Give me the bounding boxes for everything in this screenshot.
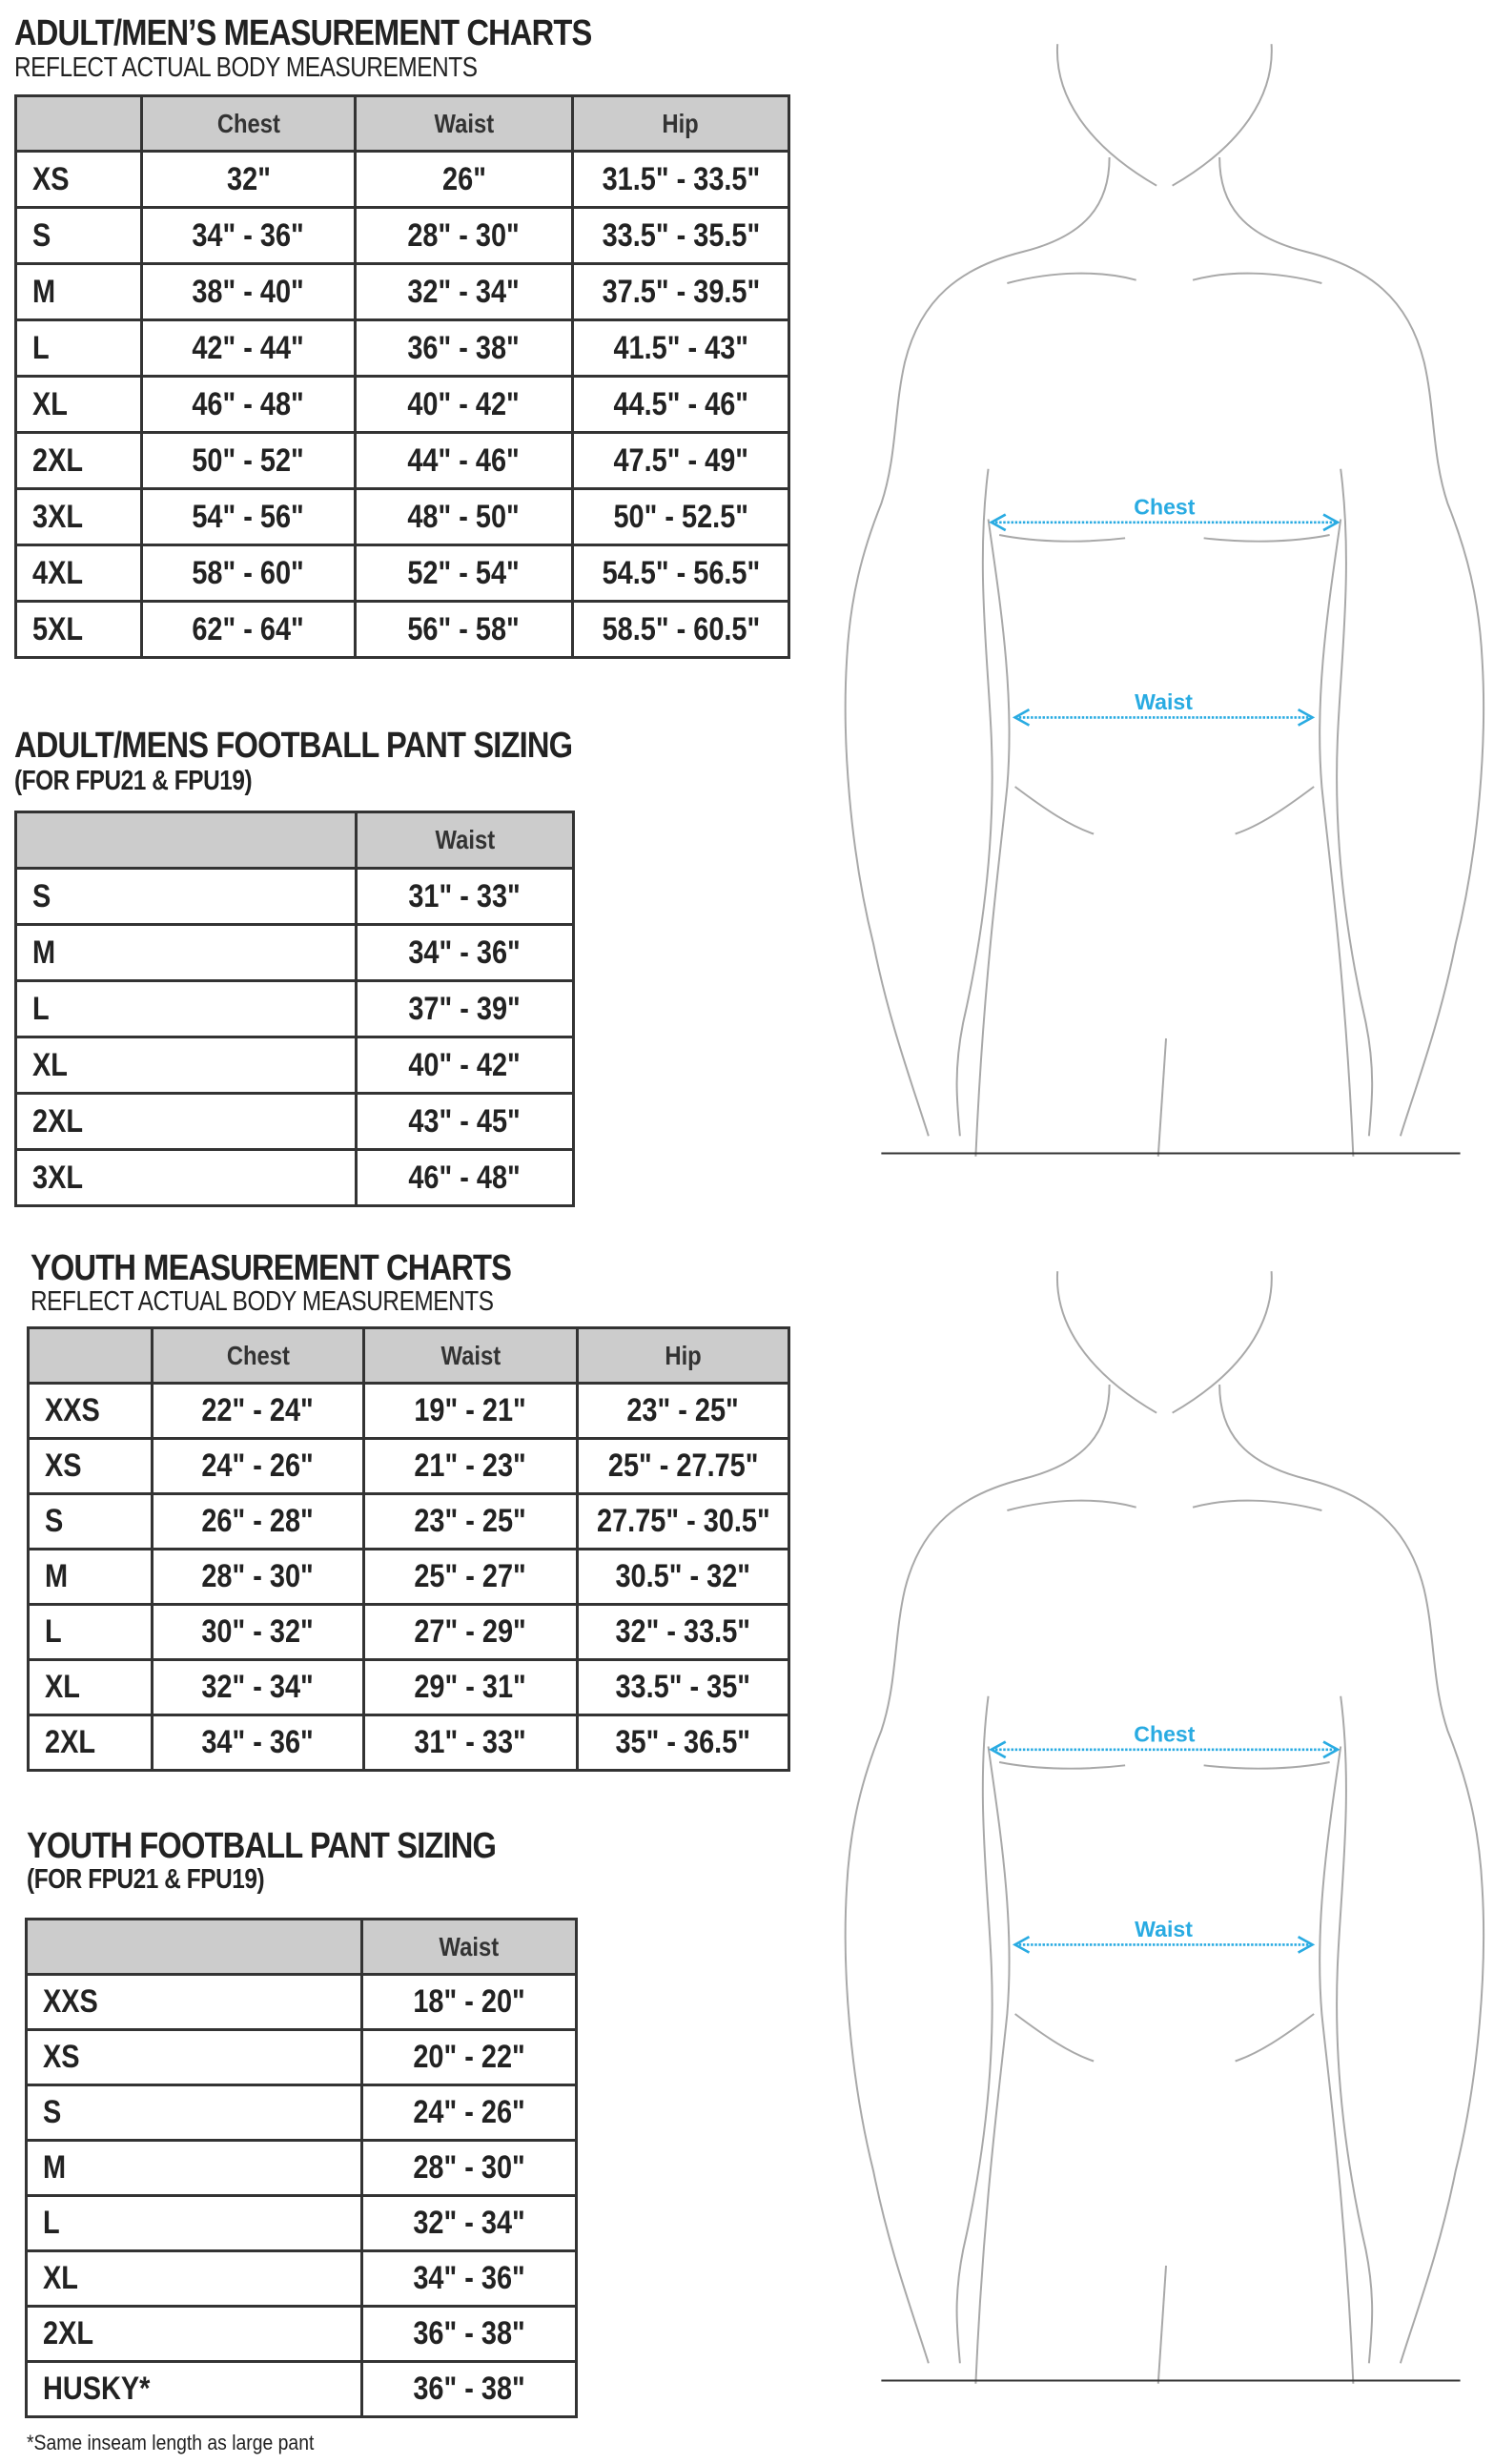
adult-measurement-table xyxy=(14,94,790,659)
outline-stroke xyxy=(1320,520,1353,1157)
cell-value: 2XL xyxy=(45,1724,96,1760)
outline-stroke xyxy=(1193,1501,1321,1510)
chest-label: Chest xyxy=(1134,1721,1196,1747)
cell-value: 44" - 46" xyxy=(407,441,521,479)
outline-stroke xyxy=(1337,1696,1372,2364)
youth-pant-title: YOUTH FOOTBALL PANT SIZING xyxy=(27,1826,497,1866)
cell-value: 4XL xyxy=(32,554,84,591)
column-header-label: Hip xyxy=(665,1340,702,1370)
column-header xyxy=(142,96,356,152)
column-header-label: Chest xyxy=(216,108,280,138)
size-cell xyxy=(27,2362,362,2417)
measurement-cell xyxy=(142,489,356,545)
measurement-cell xyxy=(142,152,356,208)
table-row xyxy=(27,2251,577,2307)
table-row xyxy=(27,2196,577,2251)
column-header xyxy=(362,1920,577,1975)
outline-stroke xyxy=(1320,1747,1353,2384)
chest-label: Chest xyxy=(1134,494,1196,520)
outline-stroke xyxy=(1158,2266,1166,2384)
measurement-cell xyxy=(142,208,356,264)
cell-value: 56" - 58" xyxy=(407,610,521,647)
cell-value: 23" - 25" xyxy=(626,1392,740,1428)
measurement-cell xyxy=(142,545,356,602)
cell-value: 31" - 33" xyxy=(408,877,522,914)
size-cell xyxy=(29,1439,153,1494)
cell-value: 32" xyxy=(226,160,271,197)
measurement-cell xyxy=(578,1715,789,1771)
cell-value: 25" - 27" xyxy=(414,1558,527,1594)
cell-value: 36" - 38" xyxy=(413,2315,525,2351)
cell-value: 2XL xyxy=(32,441,84,479)
cell-value: 50" - 52.5" xyxy=(613,498,748,535)
size-cell xyxy=(27,2307,362,2362)
measurement-cell xyxy=(357,1150,574,1206)
column-header-label: Waist xyxy=(434,108,494,138)
table-row xyxy=(16,377,789,433)
outline-stroke xyxy=(1158,1038,1166,1157)
cell-value: L xyxy=(32,990,50,1027)
measurement-cell xyxy=(362,1975,577,2030)
table-row xyxy=(16,208,789,264)
column-header xyxy=(573,96,789,152)
cell-value: 5XL xyxy=(32,610,84,647)
table-row xyxy=(29,1384,789,1439)
cell-value: 24" - 26" xyxy=(201,1448,315,1484)
cell-value: S xyxy=(43,2094,62,2130)
cell-value: 37" - 39" xyxy=(408,990,522,1027)
cell-value: 22" - 24" xyxy=(201,1392,315,1428)
youth-pant-table xyxy=(25,1918,578,2418)
adult-pant-subtitle: (FOR FPU21 & FPU19) xyxy=(14,766,253,796)
measurement-cell xyxy=(578,1605,789,1660)
column-header xyxy=(357,812,574,869)
measurement-cell xyxy=(362,2251,577,2307)
cell-value: 40" - 42" xyxy=(407,385,521,422)
header-row xyxy=(27,1920,577,1975)
outline-stroke xyxy=(1204,1762,1330,1769)
cell-value: 27" - 29" xyxy=(414,1613,527,1650)
cell-value: L xyxy=(32,329,50,366)
cell-value: 62" - 64" xyxy=(192,610,305,647)
measurement-cell xyxy=(362,2030,577,2085)
measurement-cell xyxy=(142,377,356,433)
table-row xyxy=(16,602,789,658)
measurement-cell xyxy=(362,2085,577,2141)
cell-value: L xyxy=(43,2205,60,2241)
cell-value: 30.5" - 32" xyxy=(615,1558,751,1594)
cell-value: 47.5" - 49" xyxy=(613,441,748,479)
table-row xyxy=(16,1037,574,1094)
measurement-cell xyxy=(356,264,573,320)
adult-body-figure xyxy=(842,31,1494,1164)
cell-value: L xyxy=(45,1613,62,1650)
cell-value: 33.5" - 35.5" xyxy=(602,216,760,254)
measurement-cell xyxy=(142,433,356,489)
table-row xyxy=(27,2362,577,2417)
column-header-label: Waist xyxy=(440,1340,501,1370)
cell-value: 34" - 36" xyxy=(201,1724,315,1760)
column-header xyxy=(27,1920,362,1975)
column-header xyxy=(578,1328,789,1384)
cell-value: 42" - 44" xyxy=(192,329,305,366)
cell-value: 54" - 56" xyxy=(192,498,305,535)
table-row xyxy=(16,433,789,489)
measurement-cell xyxy=(364,1384,578,1439)
measurement-cell xyxy=(357,981,574,1037)
cell-value: 33.5" - 35" xyxy=(615,1669,751,1705)
size-cell xyxy=(27,1975,362,2030)
youth-chart-title: YOUTH MEASUREMENT CHARTS xyxy=(31,1248,512,1288)
measurement-cell xyxy=(356,489,573,545)
header-row xyxy=(29,1328,789,1384)
cell-value: 58" - 60" xyxy=(192,554,305,591)
table-row xyxy=(27,2085,577,2141)
size-cell xyxy=(16,320,142,377)
cell-value: XS xyxy=(45,1448,82,1484)
cell-value: 28" - 30" xyxy=(201,1558,315,1594)
measurement-cell xyxy=(153,1494,364,1550)
size-cell xyxy=(16,489,142,545)
youth-measurement-table xyxy=(27,1326,790,1772)
cell-value: 34" - 36" xyxy=(408,934,522,971)
measurement-cell xyxy=(573,602,789,658)
size-cell xyxy=(29,1550,153,1605)
outline-stroke xyxy=(846,157,1110,1136)
measurement-cell xyxy=(573,264,789,320)
size-cell xyxy=(16,981,357,1037)
body-outline xyxy=(846,44,1484,1157)
cell-value: 27.75" - 30.5" xyxy=(596,1503,770,1539)
adult-chart-subtitle: REFLECT ACTUAL BODY MEASUREMENTS xyxy=(14,52,478,83)
adult-pant-table xyxy=(14,811,575,1207)
cell-value: 50" - 52" xyxy=(192,441,305,479)
outline-stroke xyxy=(1057,44,1156,186)
cell-value: 40" - 42" xyxy=(408,1046,522,1083)
outline-stroke xyxy=(1236,2014,1315,2062)
measurement-cell xyxy=(578,1494,789,1550)
cell-value: 18" - 20" xyxy=(413,1983,525,2020)
cell-value: 44.5" - 46" xyxy=(613,385,748,422)
size-cell xyxy=(27,2141,362,2196)
measurement-cell xyxy=(357,1037,574,1094)
table-row xyxy=(16,545,789,602)
cell-value: 25" - 27.75" xyxy=(607,1448,759,1484)
table-row xyxy=(16,925,574,981)
table-row xyxy=(29,1550,789,1605)
table-row xyxy=(16,320,789,377)
measurement-cell xyxy=(573,489,789,545)
measurement-cell xyxy=(364,1660,578,1715)
size-cell xyxy=(16,264,142,320)
size-cell xyxy=(29,1605,153,1660)
cell-value: S xyxy=(32,877,51,914)
size-cell xyxy=(29,1384,153,1439)
cell-value: 46" - 48" xyxy=(192,385,305,422)
cell-value: 28" - 30" xyxy=(413,2149,525,2186)
measurement-cell xyxy=(578,1550,789,1605)
outline-stroke xyxy=(1057,1271,1156,1413)
cell-value: 48" - 50" xyxy=(407,498,521,535)
outline-stroke xyxy=(1219,157,1484,1136)
cell-value: XL xyxy=(32,385,68,422)
measurement-cell xyxy=(364,1494,578,1550)
cell-value: 26" xyxy=(441,160,486,197)
measurement-cell xyxy=(153,1439,364,1494)
cell-value: 31" - 33" xyxy=(414,1724,527,1760)
measurement-cell xyxy=(362,2141,577,2196)
size-cell xyxy=(27,2085,362,2141)
table-row xyxy=(16,1150,574,1206)
outline-stroke xyxy=(1007,274,1136,283)
measurement-cell xyxy=(142,264,356,320)
table-row xyxy=(27,2030,577,2085)
cell-value: XXS xyxy=(43,1983,98,2020)
cell-value: XL xyxy=(43,2260,78,2296)
table-row xyxy=(29,1605,789,1660)
waist-label: Waist xyxy=(1135,1917,1193,1942)
measurement-cell xyxy=(578,1384,789,1439)
measurement-cell xyxy=(356,377,573,433)
measurement-cell xyxy=(573,320,789,377)
cell-value: 20" - 22" xyxy=(413,2039,525,2075)
measurement-cell xyxy=(362,2362,577,2417)
cell-value: 52" - 54" xyxy=(407,554,521,591)
cell-value: 54.5" - 56.5" xyxy=(602,554,760,591)
outline-stroke xyxy=(1337,469,1372,1137)
size-cell xyxy=(16,377,142,433)
cell-value: 32" - 34" xyxy=(413,2205,525,2241)
cell-value: 28" - 30" xyxy=(407,216,521,254)
outline-stroke xyxy=(1173,44,1272,186)
table-row xyxy=(27,2307,577,2362)
cell-value: 2XL xyxy=(43,2315,94,2351)
adult-chart-title: ADULT/MEN’S MEASUREMENT CHARTS xyxy=(14,13,592,53)
youth-body-figure xyxy=(842,1259,1494,2392)
cell-value: XL xyxy=(45,1669,80,1705)
cell-value: 41.5" - 43" xyxy=(613,329,748,366)
measurement-cell xyxy=(357,869,574,925)
size-cell xyxy=(16,433,142,489)
youth-pant-subtitle: (FOR FPU21 & FPU19) xyxy=(27,1864,265,1895)
size-cell xyxy=(16,1094,357,1150)
cell-value: 34" - 36" xyxy=(192,216,305,254)
adult-pant-title: ADULT/MENS FOOTBALL PANT SIZING xyxy=(14,726,573,766)
outline-stroke xyxy=(1219,1385,1484,2363)
column-header-label: Chest xyxy=(226,1340,290,1370)
table-row xyxy=(16,869,574,925)
outline-stroke xyxy=(1015,2014,1095,2062)
outline-stroke xyxy=(999,1762,1125,1769)
cell-value: 38" - 40" xyxy=(192,273,305,310)
measurement-cell xyxy=(153,1550,364,1605)
column-header xyxy=(364,1328,578,1384)
column-header xyxy=(29,1328,153,1384)
column-header-label: Hip xyxy=(662,108,700,138)
cell-value: 43" - 45" xyxy=(408,1102,522,1140)
measurement-cell xyxy=(357,925,574,981)
cell-value: M xyxy=(32,934,56,971)
size-cell xyxy=(27,2251,362,2307)
cell-value: 31.5" - 33.5" xyxy=(602,160,760,197)
size-cell xyxy=(29,1715,153,1771)
outline-stroke xyxy=(957,1696,993,2364)
outline-stroke xyxy=(957,469,993,1137)
outline-stroke xyxy=(975,520,1009,1157)
size-cell xyxy=(16,925,357,981)
table-row xyxy=(27,1975,577,2030)
cell-value: 3XL xyxy=(32,1159,84,1196)
table-row xyxy=(27,2141,577,2196)
measurement-cell xyxy=(362,2307,577,2362)
outline-stroke xyxy=(1204,535,1330,542)
header-row xyxy=(16,812,574,869)
size-cell xyxy=(29,1660,153,1715)
measurement-cell xyxy=(573,152,789,208)
measurement-cell xyxy=(364,1550,578,1605)
footnote: *Same inseam length as large pant xyxy=(27,2431,315,2454)
column-header xyxy=(356,96,573,152)
table-row xyxy=(16,152,789,208)
measurement-cell xyxy=(142,320,356,377)
table-row xyxy=(29,1439,789,1494)
table-row xyxy=(16,264,789,320)
outline-stroke xyxy=(1007,1501,1136,1510)
cell-value: 29" - 31" xyxy=(414,1669,527,1705)
cell-value: 24" - 26" xyxy=(413,2094,525,2130)
cell-value: M xyxy=(43,2149,67,2186)
cell-value: 32" - 34" xyxy=(407,273,521,310)
cell-value: 32" - 33.5" xyxy=(615,1613,751,1650)
measurement-cell xyxy=(356,152,573,208)
measurement-cell xyxy=(153,1384,364,1439)
table-row xyxy=(29,1715,789,1771)
size-cell xyxy=(16,869,357,925)
measurement-cell xyxy=(573,377,789,433)
cell-value: HUSKY* xyxy=(43,2371,151,2407)
outline-stroke xyxy=(1236,787,1315,834)
size-cell xyxy=(16,152,142,208)
cell-value: 23" - 25" xyxy=(414,1503,527,1539)
header-row xyxy=(16,96,789,152)
body-outline xyxy=(846,1271,1484,2384)
measurement-cell xyxy=(142,602,356,658)
column-header xyxy=(153,1328,364,1384)
measurement-cell xyxy=(364,1439,578,1494)
measurement-cell xyxy=(356,545,573,602)
table-row xyxy=(16,981,574,1037)
measurement-cell xyxy=(153,1660,364,1715)
measurement-cell xyxy=(362,2196,577,2251)
measurement-cell xyxy=(364,1605,578,1660)
column-header xyxy=(16,812,357,869)
cell-value: 46" - 48" xyxy=(408,1159,522,1196)
measurement-cell xyxy=(357,1094,574,1150)
cell-value: XXS xyxy=(45,1392,100,1428)
measurement-cell xyxy=(578,1660,789,1715)
size-cell xyxy=(29,1494,153,1550)
column-header-label: Waist xyxy=(435,825,495,854)
cell-value: 34" - 36" xyxy=(413,2260,525,2296)
cell-value: S xyxy=(32,216,51,254)
cell-value: 32" - 34" xyxy=(201,1669,315,1705)
measurement-cell xyxy=(356,602,573,658)
column-header xyxy=(16,96,142,152)
size-cell xyxy=(16,602,142,658)
outline-stroke xyxy=(975,1747,1009,2384)
measurement-cell xyxy=(356,433,573,489)
size-cell xyxy=(16,545,142,602)
cell-value: M xyxy=(45,1558,69,1594)
cell-value: XS xyxy=(43,2039,80,2075)
cell-value: XS xyxy=(32,160,70,197)
measurement-cell xyxy=(153,1605,364,1660)
measurement-cell xyxy=(578,1439,789,1494)
cell-value: S xyxy=(45,1503,64,1539)
cell-value: 21" - 23" xyxy=(414,1448,527,1484)
waist-label: Waist xyxy=(1135,689,1193,715)
cell-value: XL xyxy=(32,1046,68,1083)
measurement-cell xyxy=(356,208,573,264)
measurement-cell xyxy=(573,545,789,602)
size-cell xyxy=(16,1037,357,1094)
size-cell xyxy=(16,1150,357,1206)
measurement-cell xyxy=(573,208,789,264)
table-row xyxy=(16,1094,574,1150)
cell-value: M xyxy=(32,273,56,310)
youth-chart-subtitle: REFLECT ACTUAL BODY MEASUREMENTS xyxy=(31,1286,494,1317)
cell-value: 26" - 28" xyxy=(201,1503,315,1539)
cell-value: 58.5" - 60.5" xyxy=(602,610,760,647)
cell-value: 3XL xyxy=(32,498,84,535)
measurement-cell xyxy=(364,1715,578,1771)
table-row xyxy=(16,489,789,545)
outline-stroke xyxy=(846,1385,1110,2363)
table-row xyxy=(29,1660,789,1715)
cell-value: 30" - 32" xyxy=(201,1613,315,1650)
cell-value: 36" - 38" xyxy=(413,2371,525,2407)
table-row xyxy=(29,1494,789,1550)
outline-stroke xyxy=(1173,1271,1272,1413)
cell-value: 35" - 36.5" xyxy=(615,1724,751,1760)
outline-stroke xyxy=(1193,274,1321,283)
size-cell xyxy=(27,2030,362,2085)
measurement-cell xyxy=(573,433,789,489)
measurement-cell xyxy=(153,1715,364,1771)
cell-value: 36" - 38" xyxy=(407,329,521,366)
cell-value: 37.5" - 39.5" xyxy=(602,273,760,310)
measurement-cell xyxy=(356,320,573,377)
size-cell xyxy=(27,2196,362,2251)
outline-stroke xyxy=(1015,787,1095,834)
outline-stroke xyxy=(999,535,1125,542)
cell-value: 19" - 21" xyxy=(414,1392,527,1428)
cell-value: 2XL xyxy=(32,1102,84,1140)
size-cell xyxy=(16,208,142,264)
column-header-label: Waist xyxy=(439,1931,500,1961)
